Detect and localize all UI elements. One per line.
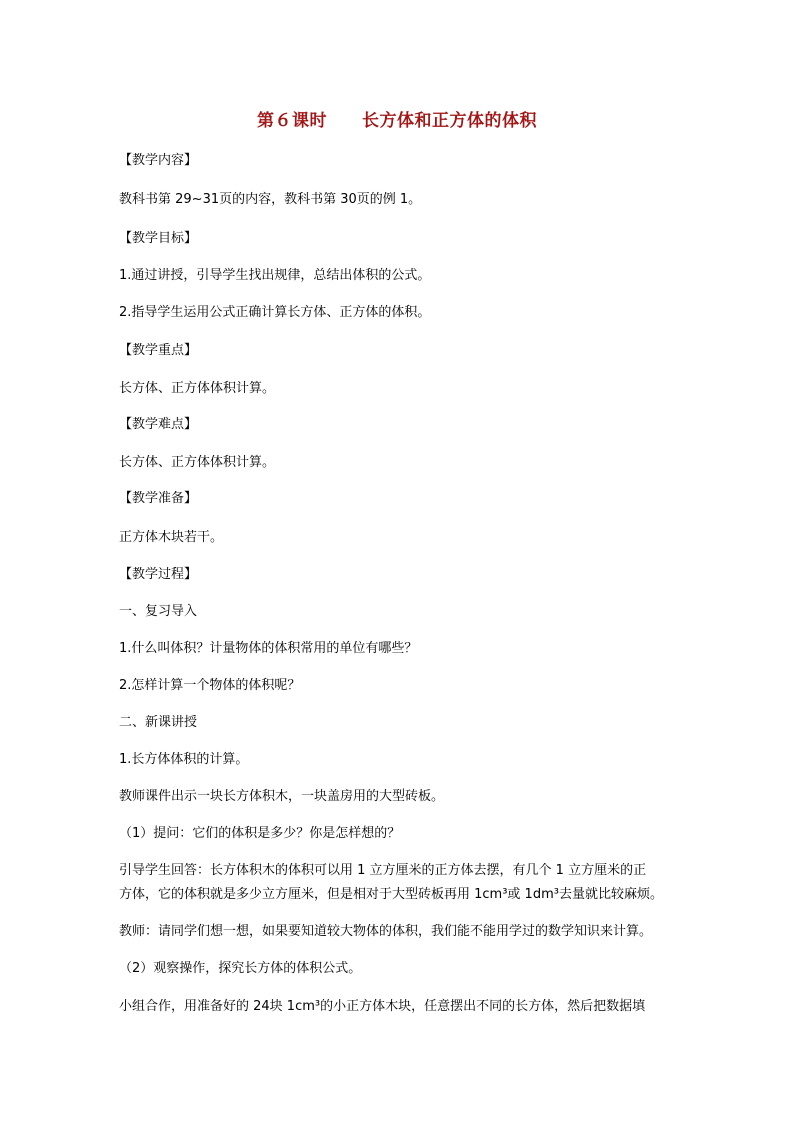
paragraph: 1.什么叫体积？计量物体的体积常用的单位有哪些？ bbox=[119, 641, 418, 656]
section-heading-difficulties: 【教学难点】 bbox=[119, 417, 198, 432]
paragraph: 长方体、正方体体积计算。 bbox=[119, 455, 276, 470]
subheading: 一、复习导入 bbox=[119, 604, 198, 619]
paragraph: 正方体木块若干。 bbox=[119, 530, 224, 545]
section-heading-objectives: 【教学目标】 bbox=[119, 231, 198, 246]
paragraph: 方体，它的体积就是多少立方厘米，但是相对于大型砖板再用 1cm³或 1dm³去量就比较麻烦。 bbox=[119, 887, 663, 902]
subheading: 二、新课讲授 bbox=[119, 715, 198, 730]
paragraph: 教科书第 29~31页的内容，教科书第 30页的例 1。 bbox=[119, 192, 422, 207]
paragraph: （2）观察操作，探究长方体的体积公式。 bbox=[119, 961, 362, 976]
paragraph: 2.怎样计算一个物体的体积呢？ bbox=[119, 678, 301, 693]
section-heading-content: 【教学内容】 bbox=[119, 153, 198, 168]
paragraph: 1.长方体体积的计算。 bbox=[119, 752, 249, 767]
paragraph: 2.指导学生运用公式正确计算长方体、正方体的体积。 bbox=[119, 305, 431, 320]
paragraph: 长方体、正方体体积计算。 bbox=[119, 381, 276, 396]
paragraph: 1.通过讲授，引导学生找出规律，总结出体积的公式。 bbox=[119, 268, 431, 283]
section-heading-process: 【教学过程】 bbox=[119, 567, 198, 582]
section-heading-preparation: 【教学准备】 bbox=[119, 491, 198, 506]
paragraph: 教师：请同学们想一想，如果要知道较大物体的体积，我们能不能用学过的数学知识来计算。 bbox=[119, 924, 653, 939]
paragraph: 教师课件出示一块长方体积木，一块盖房用的大型砖板。 bbox=[119, 789, 445, 804]
section-heading-key-points: 【教学重点】 bbox=[119, 343, 198, 358]
paragraph: 小组合作，用准备好的 24块 1cm³的小正方体木块，任意摆出不同的长方体，然后把数据填 bbox=[119, 999, 646, 1014]
paragraph: （1）提问：它们的体积是多少？你是怎样想的？ bbox=[119, 826, 401, 841]
lesson-title: 第６课时 长方体和正方体的体积 bbox=[257, 111, 537, 131]
paragraph: 引导学生回答：长方体积木的体积可以用 1 立方厘米的正方体去摆，有几个 1 立方厘米的正 bbox=[119, 863, 647, 878]
